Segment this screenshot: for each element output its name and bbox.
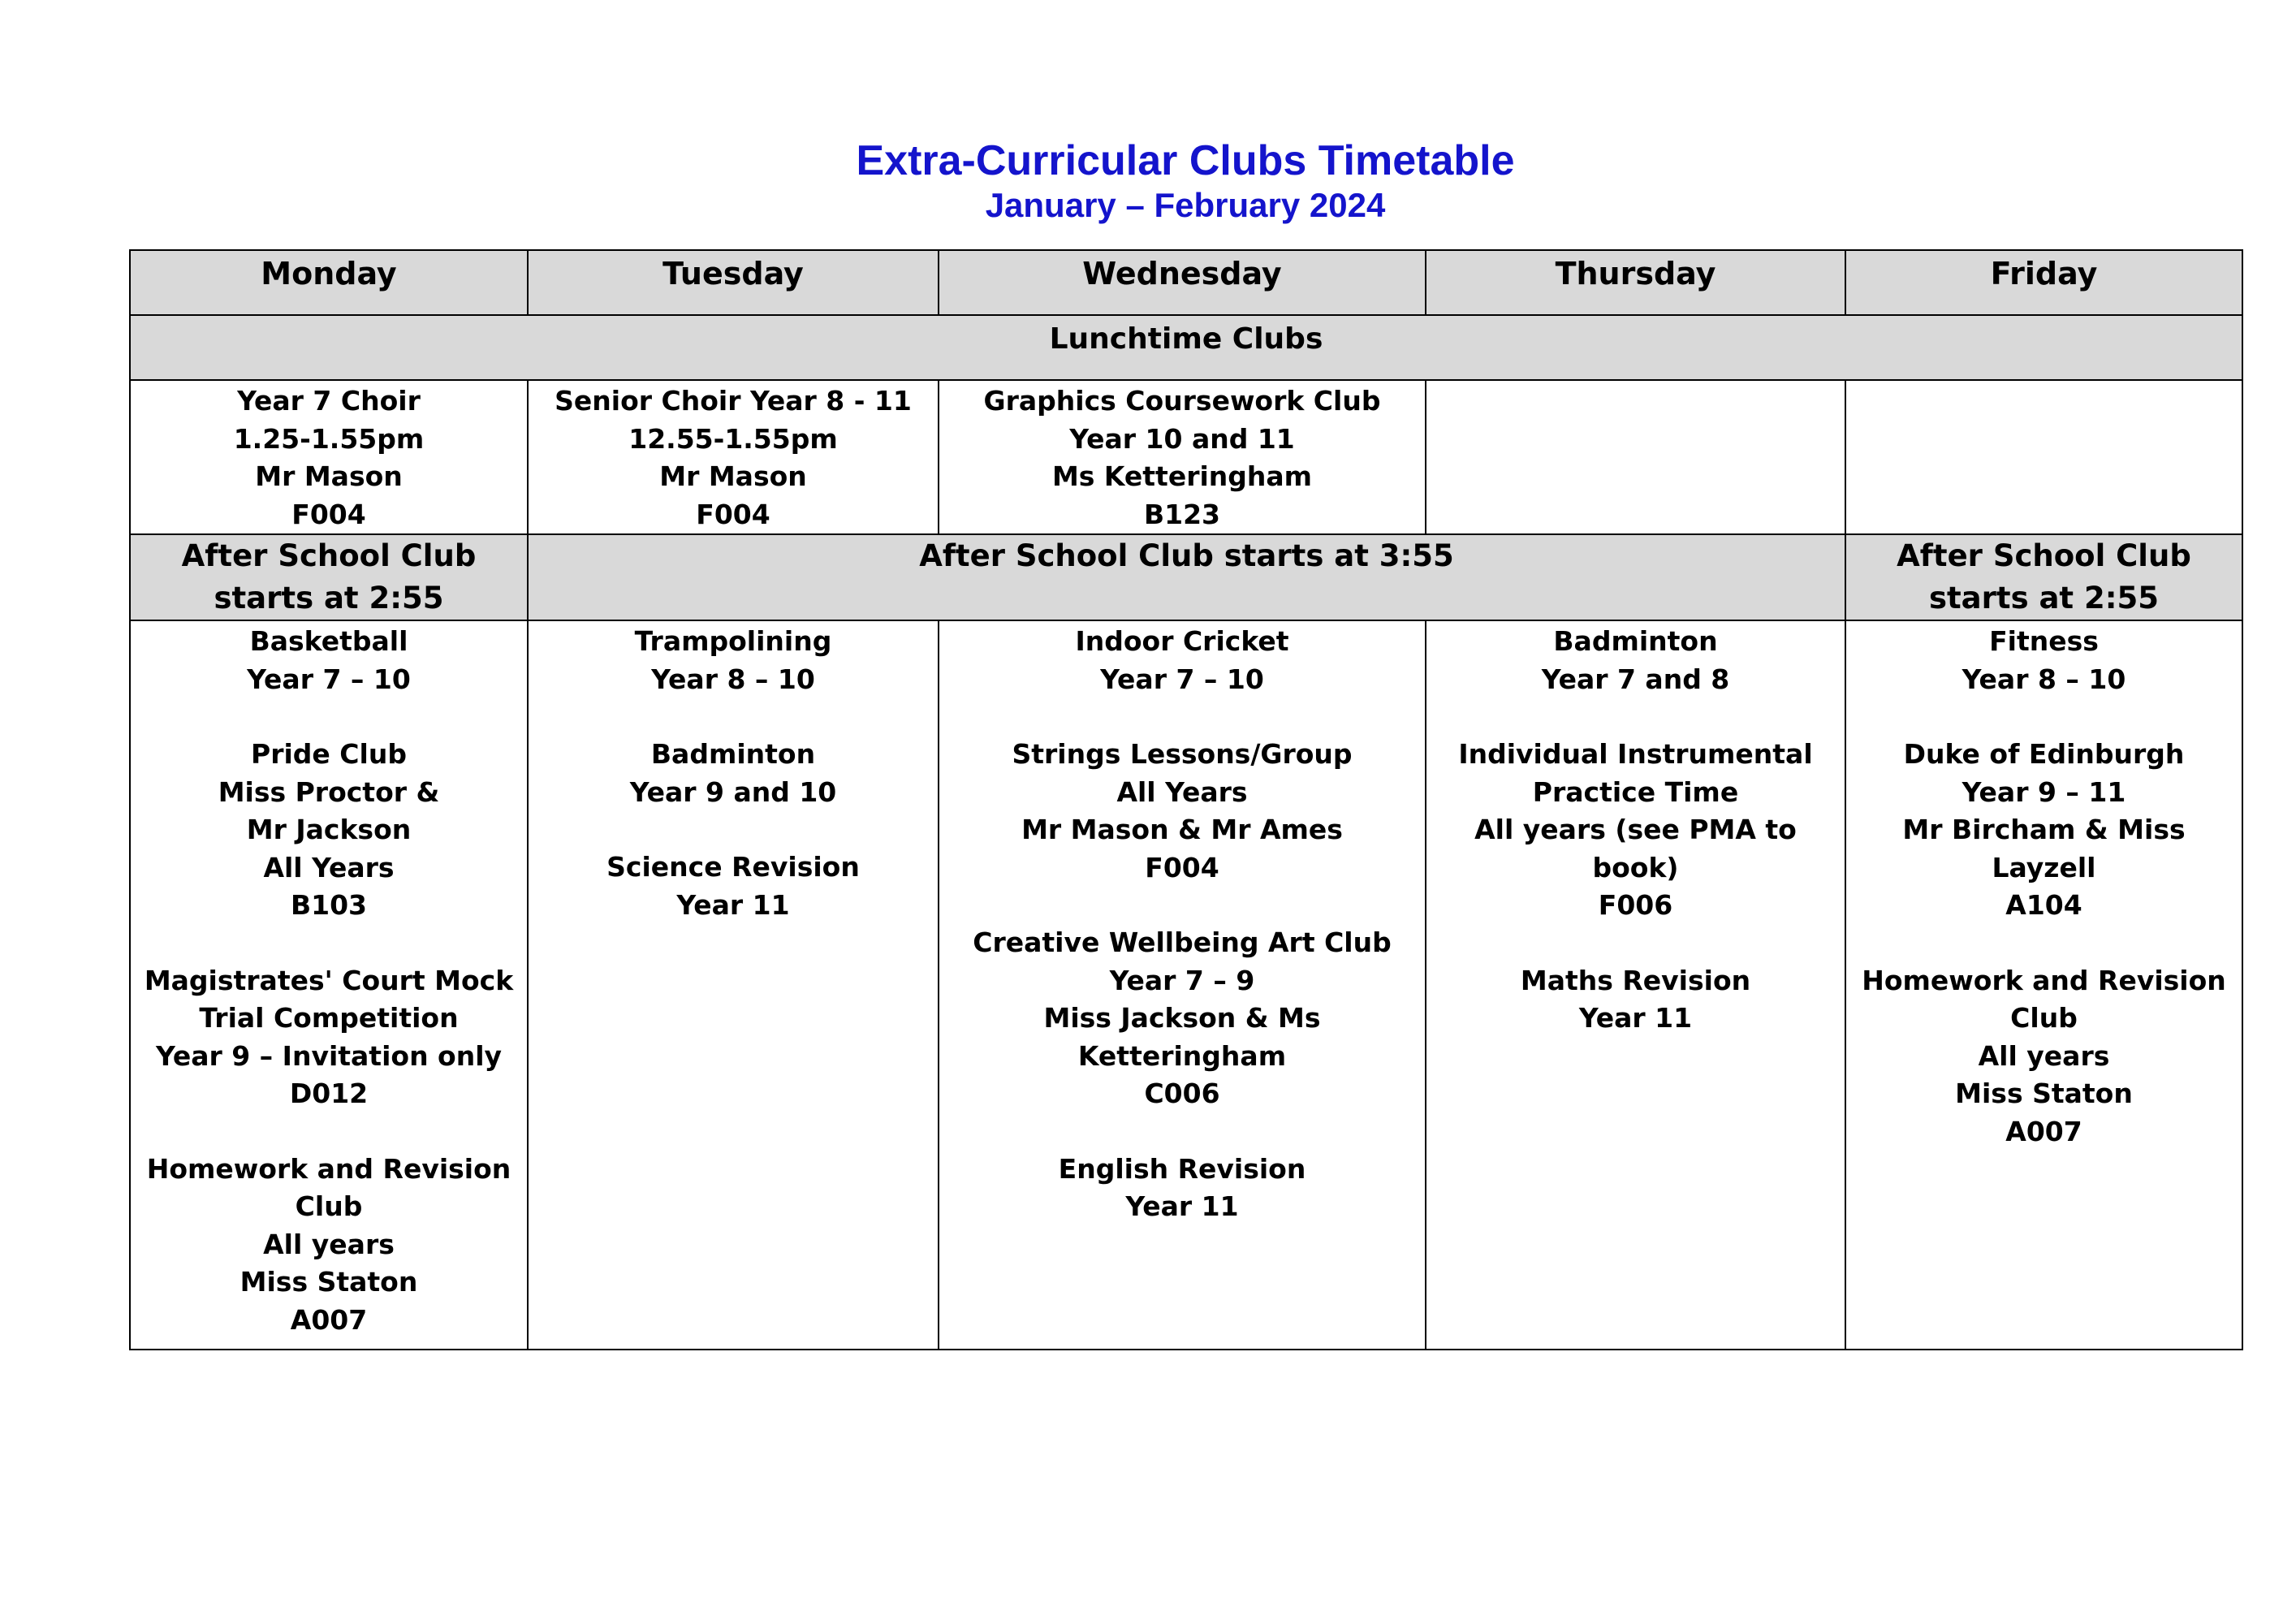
club-detail: All years <box>263 1228 395 1260</box>
club-detail: Year 9 and 10 <box>629 775 837 808</box>
club-entry <box>533 849 933 924</box>
timetable <box>129 249 2243 1350</box>
cell-content <box>944 381 1420 533</box>
club-detail: Year 11 <box>1578 1002 1693 1034</box>
club-detail: Year 7 – 9 <box>1109 964 1255 996</box>
lunchtime-clubs-heading: Lunchtime Clubs <box>130 315 2242 380</box>
club-detail: Mr Jackson <box>246 814 412 845</box>
club-detail: Year 9 – Invitation only <box>155 1039 503 1072</box>
club-detail: C006 <box>1144 1078 1220 1109</box>
club-entry <box>136 1151 522 1340</box>
club-detail: All Years <box>1116 775 1248 808</box>
club-detail: F006 <box>1598 889 1673 921</box>
after-cell-thursday <box>1426 620 1845 1350</box>
club-detail: Trial Competition <box>199 1002 459 1034</box>
club-detail: Year 9 – 11 <box>1962 775 2126 808</box>
club-name: Pride Club <box>251 738 407 770</box>
cell-content <box>533 621 933 924</box>
club-detail: Miss Jackson & Ms Ketteringham <box>1043 1002 1321 1072</box>
club-name: Creative Wellbeing Art Club <box>973 926 1392 958</box>
club-name: Duke of Edinburgh <box>1903 738 2185 770</box>
club-detail: All years (see PMA to book) <box>1474 814 1797 883</box>
title-block <box>0 136 2296 226</box>
club-name: Maths Revision <box>1520 964 1751 996</box>
after-school-start-friday: After School Club starts at 2:55 <box>1845 534 2242 620</box>
after-cell-friday <box>1845 620 2242 1350</box>
club-detail: Miss Proctor & <box>218 775 440 808</box>
club-detail: Mr Mason & Mr Ames <box>1021 814 1343 845</box>
club-entry <box>944 623 1420 698</box>
club-detail: Year 7 – 10 <box>247 663 411 695</box>
club-detail: Mr Bircham & Miss Layzell <box>1902 814 2186 883</box>
after-cell-wednesday <box>939 620 1426 1350</box>
club-detail: Year 7 – 10 <box>1100 663 1264 695</box>
club-name: Homework and Revision <box>146 1152 511 1185</box>
club-detail: 1.25-1.55pm <box>233 422 425 455</box>
cell-content <box>1851 381 2237 382</box>
cell-content <box>1431 381 1840 382</box>
club-name: English Revision <box>1058 1152 1306 1185</box>
club-entry <box>944 736 1420 887</box>
club-detail: F004 <box>291 498 366 530</box>
club-detail: A104 <box>2005 889 2082 921</box>
day-header-tuesday: Tuesday <box>528 250 939 315</box>
club-detail: Ms Ketteringham <box>1051 460 1313 492</box>
club-detail: Miss Staton <box>1955 1078 2133 1109</box>
club-name: Magistrates' Court Mock <box>144 964 514 996</box>
after-cell-monday <box>130 620 528 1350</box>
club-detail: D012 <box>289 1078 369 1109</box>
club-entry <box>1851 962 2237 1151</box>
club-name: Graphics Coursework Club <box>983 385 1381 417</box>
after-school-start-midweek: After School Club starts at 3:55 <box>528 534 1845 620</box>
club-name: Science Revision <box>606 851 860 883</box>
club-entry <box>1431 623 1840 698</box>
club-entry <box>533 623 933 698</box>
page-title: Extra-Curricular Clubs Timetable <box>856 137 1515 184</box>
club-detail: Year 11 <box>676 888 790 921</box>
lunch-cell-tuesday <box>528 380 939 534</box>
day-header-monday: Monday <box>130 250 528 315</box>
club-entry <box>1851 736 2237 925</box>
club-name: Trampolining <box>634 625 832 657</box>
club-detail: Practice Time <box>1532 775 1739 808</box>
club-entry <box>1431 736 1840 925</box>
club-entry <box>944 382 1420 533</box>
cell-content <box>136 381 522 533</box>
club-detail: B123 <box>1143 498 1221 530</box>
club-detail: All years <box>1978 1039 2110 1072</box>
cell-content <box>1851 621 2237 1151</box>
club-detail: Mr Mason <box>659 460 807 492</box>
lunch-cell-monday <box>130 380 528 534</box>
club-entry <box>533 736 933 811</box>
cell-content <box>944 621 1420 1226</box>
club-detail: Year 10 and 11 <box>1069 422 1295 455</box>
club-detail: A007 <box>2005 1115 2082 1147</box>
day-header-wednesday: Wednesday <box>939 250 1426 315</box>
club-detail: Miss Staton <box>240 1266 418 1298</box>
club-entry <box>944 924 1420 1113</box>
after-school-start-monday: After School Club starts at 2:55 <box>130 534 528 620</box>
cell-content <box>136 621 522 1339</box>
club-name: Badminton <box>1553 625 1718 657</box>
club-entry <box>136 623 522 698</box>
cell-content <box>1431 621 1840 1038</box>
club-detail: Club <box>2010 1002 2078 1034</box>
lunchtime-band-row <box>130 315 2242 380</box>
club-detail: All Years <box>263 851 395 883</box>
club-detail: Mr Mason <box>255 460 403 492</box>
club-detail: Year 8 – 10 <box>651 663 815 695</box>
lunch-cell-friday <box>1845 380 2242 534</box>
club-name: Year 7 Choir <box>237 385 421 417</box>
lunchtime-clubs-row <box>130 380 2242 534</box>
club-name: Basketball <box>249 625 408 657</box>
club-entry <box>1431 962 1840 1038</box>
day-header-friday: Friday <box>1845 250 2242 315</box>
page-subtitle: January – February 2024 <box>985 186 1386 224</box>
club-name: Individual Instrumental <box>1458 738 1813 770</box>
club-detail: F004 <box>1145 851 1219 883</box>
after-school-clubs-row <box>130 620 2242 1350</box>
club-name: Senior Choir Year 8 - 11 <box>555 385 912 417</box>
club-detail: A007 <box>290 1303 368 1336</box>
after-cell-tuesday <box>528 620 939 1350</box>
club-entry <box>136 382 522 533</box>
club-entry <box>136 962 522 1113</box>
club-entry <box>533 382 933 533</box>
club-entry <box>1851 623 2237 698</box>
club-detail: Year 11 <box>1125 1190 1239 1222</box>
cell-content <box>533 381 933 533</box>
after-school-band-row <box>130 534 2242 620</box>
club-name: Badminton <box>650 738 816 770</box>
club-detail: B103 <box>290 889 368 921</box>
club-detail: 12.55-1.55pm <box>628 422 838 455</box>
day-header-row <box>130 250 2242 315</box>
lunch-cell-wednesday <box>939 380 1426 534</box>
club-detail: Club <box>295 1190 363 1222</box>
club-entry <box>136 736 522 925</box>
club-name: Indoor Cricket <box>1075 625 1289 657</box>
club-detail: Year 8 – 10 <box>1962 663 2126 695</box>
club-detail: F004 <box>696 498 770 530</box>
club-entry <box>944 1151 1420 1226</box>
club-name: Strings Lessons/Group <box>1012 738 1353 770</box>
club-name: Homework and Revision <box>1862 964 2226 996</box>
club-name: Fitness <box>1989 625 2099 657</box>
lunch-cell-thursday <box>1426 380 1845 534</box>
day-header-thursday: Thursday <box>1426 250 1845 315</box>
club-detail: Year 7 and 8 <box>1541 663 1730 695</box>
